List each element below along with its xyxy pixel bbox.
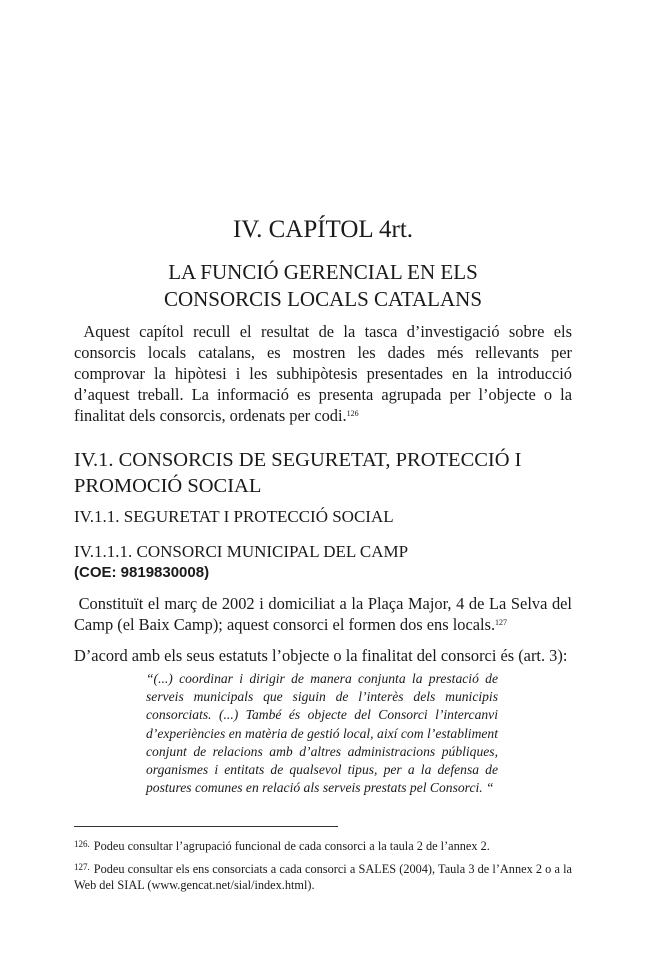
body-paragraph-2: D’acord amb els seus estatuts l’objecte o la finalitat del consorci és (art. 3): [74,646,568,665]
footnote-127-text: Podeu consultar els ens consorciats a cada consorci a SALES (2004), Taula 3 de l’Annex 2 o a la Web del SIAL (www.gencat.net/sial/index.html). [74,862,572,892]
footnote-127 [74,859,572,893]
intro-paragraph [74,321,572,426]
footnote-ref-127[interactable]: 127 [495,618,508,627]
footnote-126-number: 126. [74,839,90,849]
subsubsection-heading: IV.1.1.1. CONSORCI MUNICIPAL DEL CAMP [74,542,409,561]
chapter-subtitle [74,259,572,313]
body-paragraph-1-text: Constituït el març de 2002 i domiciliat a la Plaça Major, 4 de La Selva del Camp (el Baix Camp); aquest consorci el formen dos ens locals. [74,594,572,634]
section-heading-line1: IV.1. CONSORCIS DE SEGURETAT, PROTECCIÓ I [74,449,522,471]
block-quote: “(...) coordinar i dirigir de manera conjunta la prestació de serveis municipals que siguin de l’interès dels municipis consorciats. (...) També és objecte del Consorci l’intercanvi d’experiències en matèria de gestió local, així com l’establiment conjunt de relacions amb d’altres administracions públiques, organismes i entitats de qualsevol tipus, per a la defensa de postures comunes en relació als serveis prestats pel Consorci. “ [146,671,498,796]
chapter-title: IV. CAPÍTOL 4rt. [232,216,414,243]
section-heading [74,447,572,499]
footnote-127-number: 127. [74,862,90,872]
subsection-heading: IV.1.1. SEGURETAT I PROTECCIÓ SOCIAL [74,507,394,526]
chapter-subtitle-line2: CONSORCIS LOCALS CATALANS [163,287,483,311]
section-heading-line2: PROMOCIÓ SOCIAL [74,475,262,497]
footnote-separator [74,826,338,827]
footnote-126 [74,836,572,854]
intro-text: Aquest capítol recull el resultat de la tasca d’investigació sobre els consorcis locals catalans, es mostren les dades més rellevants per comprovar la hipòtesi i les subhipòtesis presentades en la introducció d’aquest treball. La informació es presenta agrupada per l’objecte o la finalitat dels consorcis, ordenats per codi. [74,322,572,425]
chapter-subtitle-line1: LA FUNCIÓ GERENCIAL EN ELS [168,260,478,284]
coe-code: (COE: 9819830008) [74,564,210,581]
document-page [74,0,572,976]
footnote-126-text: Podeu consultar l’agrupació funcional de cada consorci a la taula 2 de l’annex 2. [93,839,490,853]
footnote-ref-126[interactable]: 126 [346,409,359,418]
body-paragraph-1 [74,593,572,635]
